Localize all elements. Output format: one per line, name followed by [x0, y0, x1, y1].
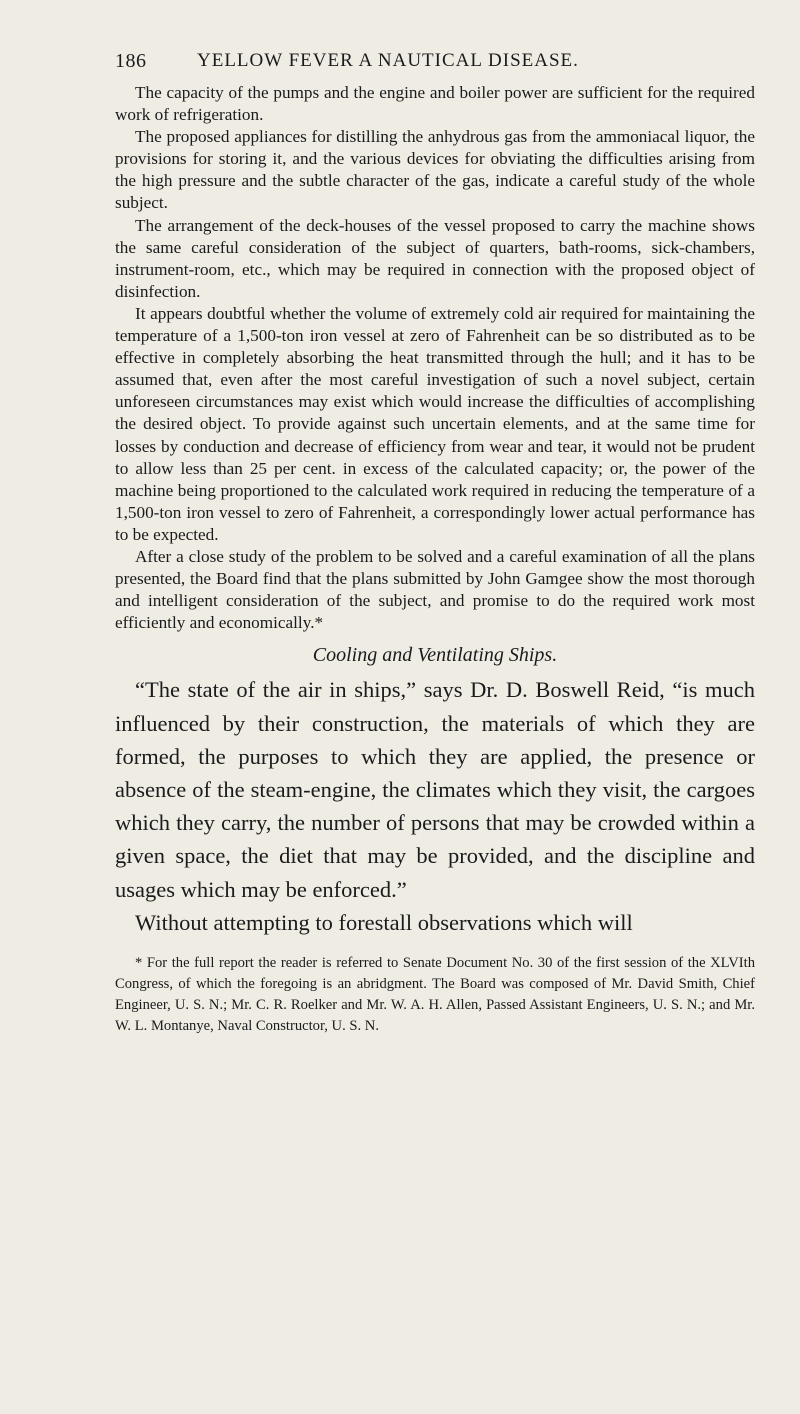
paragraph: After a close study of the problem to be solved and a careful examination of all the plans presented, the Board find that the plans submitted by John Gamgee show the most thorough and intelligent consideration of the subject, and promise to do the required work most efficiently and economically.*	[115, 546, 755, 633]
paragraph: The proposed appliances for distilling the anhydrous gas from the ammoniacal liquor, the provisions for storing it, and the various devices for obviating the difficulties arising from the high pressure and the subtle character of the gas, indicate a careful study of the whole subject.	[115, 127, 755, 213]
paragraph: The capacity of the pumps and the engine and boiler power are sufficient for the required work of refrigeration.	[115, 83, 755, 125]
paragraph: It appears doubtful whether the volume of extremely cold air required for maintaining the temperature of a 1,500-ton iron vessel at zero of Fahrenheit can be so distributed as to be effective in completely absorbing the heat transmitted through the hull; and it has to be assumed that, even after the most careful investigation of such a novel subject, certain unforeseen circumstances may exist which would increase the difficulties of accomplishing the desired object. To provide against such uncertain elements, and at the same time for losses by conduction and decrease of efficiency from wear and tear, it would not be prudent to allow less than 25 per cent. in excess of the calculated capacity; or, the power of the machine being proportioned to the calculated work required in reducing the temperature of a 1,500-ton iron vessel to zero of Fahrenheit, a correspondingly lower actual performance has to be expected.	[115, 303, 755, 544]
body-text	[115, 82, 755, 634]
paragraph: The arrangement of the deck-houses of the vessel proposed to carry the machine shows the same careful consideration of the subject of quarters, bath-rooms, sick-chambers, instrument-room, etc., which may be required in connection with the proposed object of disinfection.	[115, 215, 755, 301]
running-head: YELLOW FEVER A NAUTICAL DISEASE.	[197, 50, 579, 71]
page-number: 186	[115, 50, 147, 72]
footnote: * For the full report the reader is referred to Senate Document No. 30 of the first session of the XLVIth Congress, of which the foregoing is an abridgment. The Board was composed of Mr. David Smith, Chief Engineer, U. S. N.; Mr. C. R. Roelker and Mr. W. A. H. Allen, Passed Assistant Engineers, U. S. N.; and Mr. W. L. Montanye, Naval Constructor, U. S. N.	[115, 954, 755, 1034]
page-header	[115, 42, 755, 82]
large-text	[115, 673, 755, 939]
paragraph: Without attempting to forestall observations which will	[135, 909, 633, 935]
section-heading: Cooling and Ventilating Ships.	[312, 644, 558, 667]
paragraph: “The state of the air in ships,” says Dr. D. Boswell Reid, “is much influenced by their construction, the materials of which they are formed, the purposes to which they are applied, the presence or absence of the steam-engine, the climates which they visit, the cargoes which they carry, the number of persons that may be crowded within a given space, the diet that may be provided, and the discipline and usages which may be enforced.”	[115, 677, 755, 902]
book-page	[115, 42, 755, 1037]
